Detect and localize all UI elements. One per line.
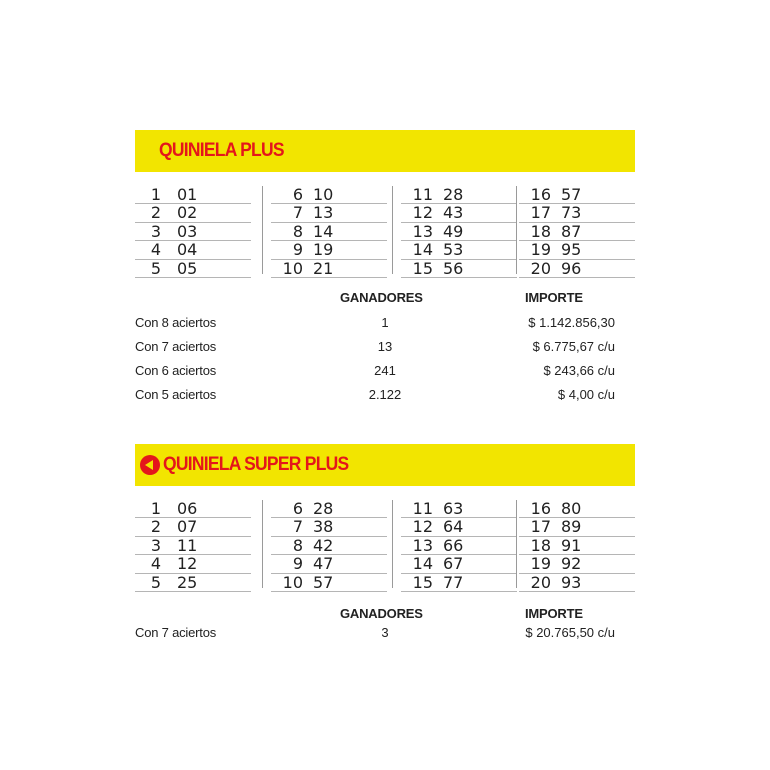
position-number: 17 (530, 517, 551, 537)
position-number: 5 (150, 258, 161, 278)
result-row (401, 223, 517, 241)
results-column (519, 500, 635, 592)
results-grid (135, 186, 635, 278)
drawn-number: 21 (313, 258, 334, 278)
drawn-number: 73 (561, 203, 582, 223)
result-row (135, 518, 251, 536)
drawn-number: 10 (313, 185, 334, 204)
results-column (271, 500, 387, 592)
importe-header: IMPORTE (525, 290, 583, 305)
position-number: 18 (530, 535, 551, 555)
drawn-number: 14 (313, 221, 334, 241)
column-divider (516, 500, 517, 588)
position-number: 8 (292, 221, 303, 241)
drawn-number: 80 (561, 499, 582, 518)
winners-count: 2.122 (368, 387, 402, 402)
position-number: 17 (530, 203, 551, 223)
prize-label: Con 8 aciertos (135, 315, 217, 330)
result-row (519, 260, 635, 278)
result-row (135, 186, 251, 204)
position-number: 20 (530, 258, 551, 278)
prize-amount: $ 6.775,67 c/u (532, 339, 615, 354)
result-row (271, 555, 387, 573)
position-number: 12 (412, 517, 433, 537)
position-number: 19 (530, 554, 551, 574)
result-row (135, 204, 251, 222)
drawn-number: 89 (561, 517, 582, 537)
position-number: 16 (530, 185, 551, 204)
flag-icon (140, 455, 160, 475)
position-number: 12 (412, 203, 433, 223)
position-number: 11 (412, 499, 433, 518)
drawn-number: 06 (177, 499, 198, 518)
result-row (271, 518, 387, 536)
section-title: QUINIELA SUPER PLUS (163, 454, 349, 475)
winners-count: 13 (377, 339, 393, 354)
position-number: 11 (412, 185, 433, 204)
position-number: 3 (150, 535, 161, 555)
result-row (135, 260, 251, 278)
drawn-number: 56 (443, 258, 464, 278)
drawn-number: 64 (443, 517, 464, 537)
prize-row (135, 625, 615, 641)
prize-row (135, 315, 615, 331)
drawn-number: 11 (177, 535, 198, 555)
position-number: 15 (412, 572, 433, 592)
position-number: 10 (282, 258, 303, 278)
quiniela-super-plus-section (135, 444, 635, 655)
position-number: 5 (150, 572, 161, 592)
result-row (519, 500, 635, 518)
prizes-table (135, 592, 635, 655)
result-row (401, 537, 517, 555)
column-divider (392, 500, 393, 588)
prize-amount: $ 243,66 c/u (543, 363, 615, 378)
result-row (271, 500, 387, 518)
result-row (519, 574, 635, 592)
results-column (135, 500, 251, 592)
prize-row (135, 363, 615, 379)
position-number: 13 (412, 221, 433, 241)
importe-header: IMPORTE (525, 606, 583, 621)
drawn-number: 66 (443, 535, 464, 555)
position-number: 20 (530, 572, 551, 592)
drawn-number: 13 (313, 203, 334, 223)
results-column (135, 186, 251, 278)
position-number: 9 (292, 240, 303, 260)
drawn-number: 19 (313, 240, 334, 260)
drawn-number: 42 (313, 535, 334, 555)
result-row (135, 574, 251, 592)
results-column (401, 500, 517, 592)
result-row (519, 204, 635, 222)
position-number: 18 (530, 221, 551, 241)
result-row (401, 204, 517, 222)
position-number: 1 (150, 185, 161, 204)
result-row (401, 241, 517, 259)
drawn-number: 57 (561, 185, 582, 204)
results-grid (135, 500, 635, 592)
drawn-number: 01 (177, 185, 198, 204)
drawn-number: 91 (561, 535, 582, 555)
prize-label: Con 7 aciertos (135, 625, 217, 640)
drawn-number: 92 (561, 554, 582, 574)
result-row (271, 223, 387, 241)
prize-label: Con 6 aciertos (135, 363, 217, 378)
section-banner (135, 130, 635, 172)
position-number: 7 (292, 203, 303, 223)
drawn-number: 57 (313, 572, 334, 592)
column-divider (392, 186, 393, 274)
prize-row (135, 387, 615, 403)
drawn-number: 12 (177, 554, 198, 574)
result-row (519, 186, 635, 204)
result-row (135, 555, 251, 573)
results-column (401, 186, 517, 278)
ganadores-header: GANADORES (340, 606, 423, 621)
position-number: 4 (150, 554, 161, 574)
winners-count: 241 (374, 363, 396, 378)
position-number: 13 (412, 535, 433, 555)
result-row (401, 574, 517, 592)
drawn-number: 28 (313, 499, 334, 518)
drawn-number: 47 (313, 554, 334, 574)
position-number: 16 (530, 499, 551, 518)
winners-count: 3 (381, 625, 389, 640)
drawn-number: 63 (443, 499, 464, 518)
results-column (271, 186, 387, 278)
drawn-number: 03 (177, 221, 198, 241)
section-title: QUINIELA PLUS (159, 140, 284, 161)
drawn-number: 67 (443, 554, 464, 574)
result-row (519, 555, 635, 573)
drawn-number: 53 (443, 240, 464, 260)
drawn-number: 96 (561, 258, 582, 278)
position-number: 7 (292, 517, 303, 537)
result-row (401, 518, 517, 536)
position-number: 4 (150, 240, 161, 260)
prizes-table (135, 278, 635, 411)
result-row (401, 260, 517, 278)
position-number: 15 (412, 258, 433, 278)
result-row (135, 537, 251, 555)
prize-amount: $ 4,00 c/u (557, 387, 615, 402)
position-number: 6 (292, 185, 303, 204)
column-divider (262, 186, 263, 274)
drawn-number: 28 (443, 185, 464, 204)
position-number: 19 (530, 240, 551, 260)
column-divider (516, 186, 517, 274)
result-row (401, 186, 517, 204)
result-row (401, 555, 517, 573)
column-divider (262, 500, 263, 588)
drawn-number: 95 (561, 240, 582, 260)
result-row (519, 223, 635, 241)
result-row (271, 537, 387, 555)
position-number: 10 (282, 572, 303, 592)
quiniela-plus-section (135, 130, 635, 411)
result-row (401, 500, 517, 518)
results-column (519, 186, 635, 278)
drawn-number: 05 (177, 258, 198, 278)
result-row (519, 241, 635, 259)
prize-label: Con 7 aciertos (135, 339, 217, 354)
drawn-number: 49 (443, 221, 464, 241)
prize-amount: $ 1.142.856,30 (528, 315, 615, 330)
position-number: 3 (150, 221, 161, 241)
drawn-number: 07 (177, 517, 198, 537)
result-row (271, 260, 387, 278)
drawn-number: 43 (443, 203, 464, 223)
result-row (271, 186, 387, 204)
result-row (271, 574, 387, 592)
prize-label: Con 5 aciertos (135, 387, 217, 402)
prize-row (135, 339, 615, 355)
result-row (271, 241, 387, 259)
prize-amount: $ 20.765,50 c/u (525, 625, 615, 640)
position-number: 8 (292, 535, 303, 555)
ganadores-header: GANADORES (340, 290, 423, 305)
drawn-number: 87 (561, 221, 582, 241)
drawn-number: 38 (313, 517, 334, 537)
position-number: 1 (150, 499, 161, 518)
position-number: 9 (292, 554, 303, 574)
position-number: 14 (412, 240, 433, 260)
position-number: 14 (412, 554, 433, 574)
result-row (135, 241, 251, 259)
position-number: 2 (150, 203, 161, 223)
result-row (271, 204, 387, 222)
drawn-number: 93 (561, 572, 582, 592)
winners-count: 1 (381, 315, 389, 330)
result-row (135, 223, 251, 241)
result-row (135, 500, 251, 518)
position-number: 2 (150, 517, 161, 537)
drawn-number: 04 (177, 240, 198, 260)
drawn-number: 25 (177, 572, 198, 592)
result-row (519, 537, 635, 555)
result-row (519, 518, 635, 536)
drawn-number: 02 (177, 203, 198, 223)
section-banner (135, 444, 635, 486)
drawn-number: 77 (443, 572, 464, 592)
position-number: 6 (292, 499, 303, 518)
